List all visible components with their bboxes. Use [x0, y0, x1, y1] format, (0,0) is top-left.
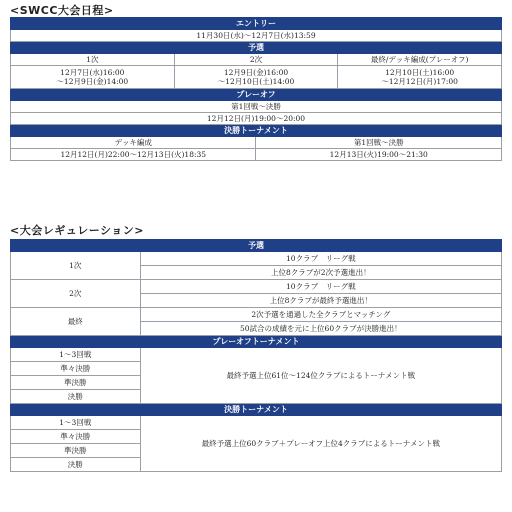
yosen-1-period [11, 66, 175, 89]
yosen-col-3: 最終/デッキ編成(プレーオフ) [338, 54, 502, 66]
reg-r2-b: 上位8クラブが最終予選進出！ [140, 294, 501, 308]
reg-r1-a: 10クラブ リーグ戦 [140, 252, 501, 266]
reg-playoff-desc: 最終予選上位61位～124位クラブによるトーナメント戦 [140, 348, 501, 404]
reg-final-round: 1～3回戦 [11, 416, 141, 430]
reg-yosen-header: 予選 [11, 240, 502, 252]
playoff-rounds: 第1回戦～決勝 [11, 101, 502, 113]
yosen-1-start: 12月7日(水)16:00 [60, 68, 125, 77]
regulation-table [10, 239, 502, 472]
final-col-1: デッキ編成 [11, 137, 256, 149]
yosen-1-end: ～12月9日(金)14:00 [56, 77, 129, 86]
reg-r2-label: 2次 [11, 280, 141, 308]
reg-final-round: 準決勝 [11, 444, 141, 458]
regulation-title: <大会レギュレーション> [10, 224, 144, 237]
reg-r3-label: 最終 [11, 308, 141, 336]
reg-final-round: 準々決勝 [11, 430, 141, 444]
schedule-title: <SWCC大会日程> [10, 4, 114, 17]
yosen-col-1: 1次 [11, 54, 175, 66]
yosen-3-end: ～12月12日(月)17:00 [381, 77, 458, 86]
reg-final-header: 決勝トーナメント [11, 404, 502, 416]
yosen-2-start: 12月9日(金)16:00 [223, 68, 289, 77]
yosen-3-period [338, 66, 502, 89]
yosen-2-period [174, 66, 338, 89]
reg-playoff-round: 準々決勝 [11, 362, 141, 376]
reg-r1-b: 上位8クラブが2次予選進出！ [140, 266, 501, 280]
final-header: 決勝トーナメント [11, 125, 502, 137]
playoff-header: プレーオフ [11, 89, 502, 101]
reg-r2-a: 10クラブ リーグ戦 [140, 280, 501, 294]
reg-playoff-round: 1～3回戦 [11, 348, 141, 362]
final-col-1-time: 12月12日(月)22:00～12月13日(火)18:35 [11, 149, 256, 161]
reg-playoff-round: 準決勝 [11, 376, 141, 390]
reg-playoff-header: プレーオフトーナメント [11, 336, 502, 348]
final-col-2: 第1回戦～決勝 [256, 137, 502, 149]
reg-r1-label: 1次 [11, 252, 141, 280]
reg-final-round: 決勝 [11, 458, 141, 472]
entry-header: エントリー [11, 18, 502, 30]
yosen-3-start: 12月10日(土)16:00 [385, 68, 455, 77]
reg-final-desc: 最終予選上位60クラブ＋プレーオフ上位4クラブによるトーナメント戦 [140, 416, 501, 472]
reg-r3-b: 50試合の成績を元に上位60クラブが決勝進出！ [140, 322, 501, 336]
reg-r3-a: 2次予選を通過した全クラブとマッチング [140, 308, 501, 322]
final-col-2-time: 12月13日(火)19:00～21:30 [256, 149, 502, 161]
entry-period: 11月30日(水)～12月7日(水)13:59 [11, 30, 502, 42]
reg-playoff-round: 決勝 [11, 390, 141, 404]
schedule-table [10, 17, 502, 161]
playoff-time: 12月12日(月)19:00～20:00 [11, 113, 502, 125]
yosen-header: 予選 [11, 42, 502, 54]
yosen-col-2: 2次 [174, 54, 338, 66]
yosen-2-end: ～12月10日(土)14:00 [217, 77, 295, 86]
